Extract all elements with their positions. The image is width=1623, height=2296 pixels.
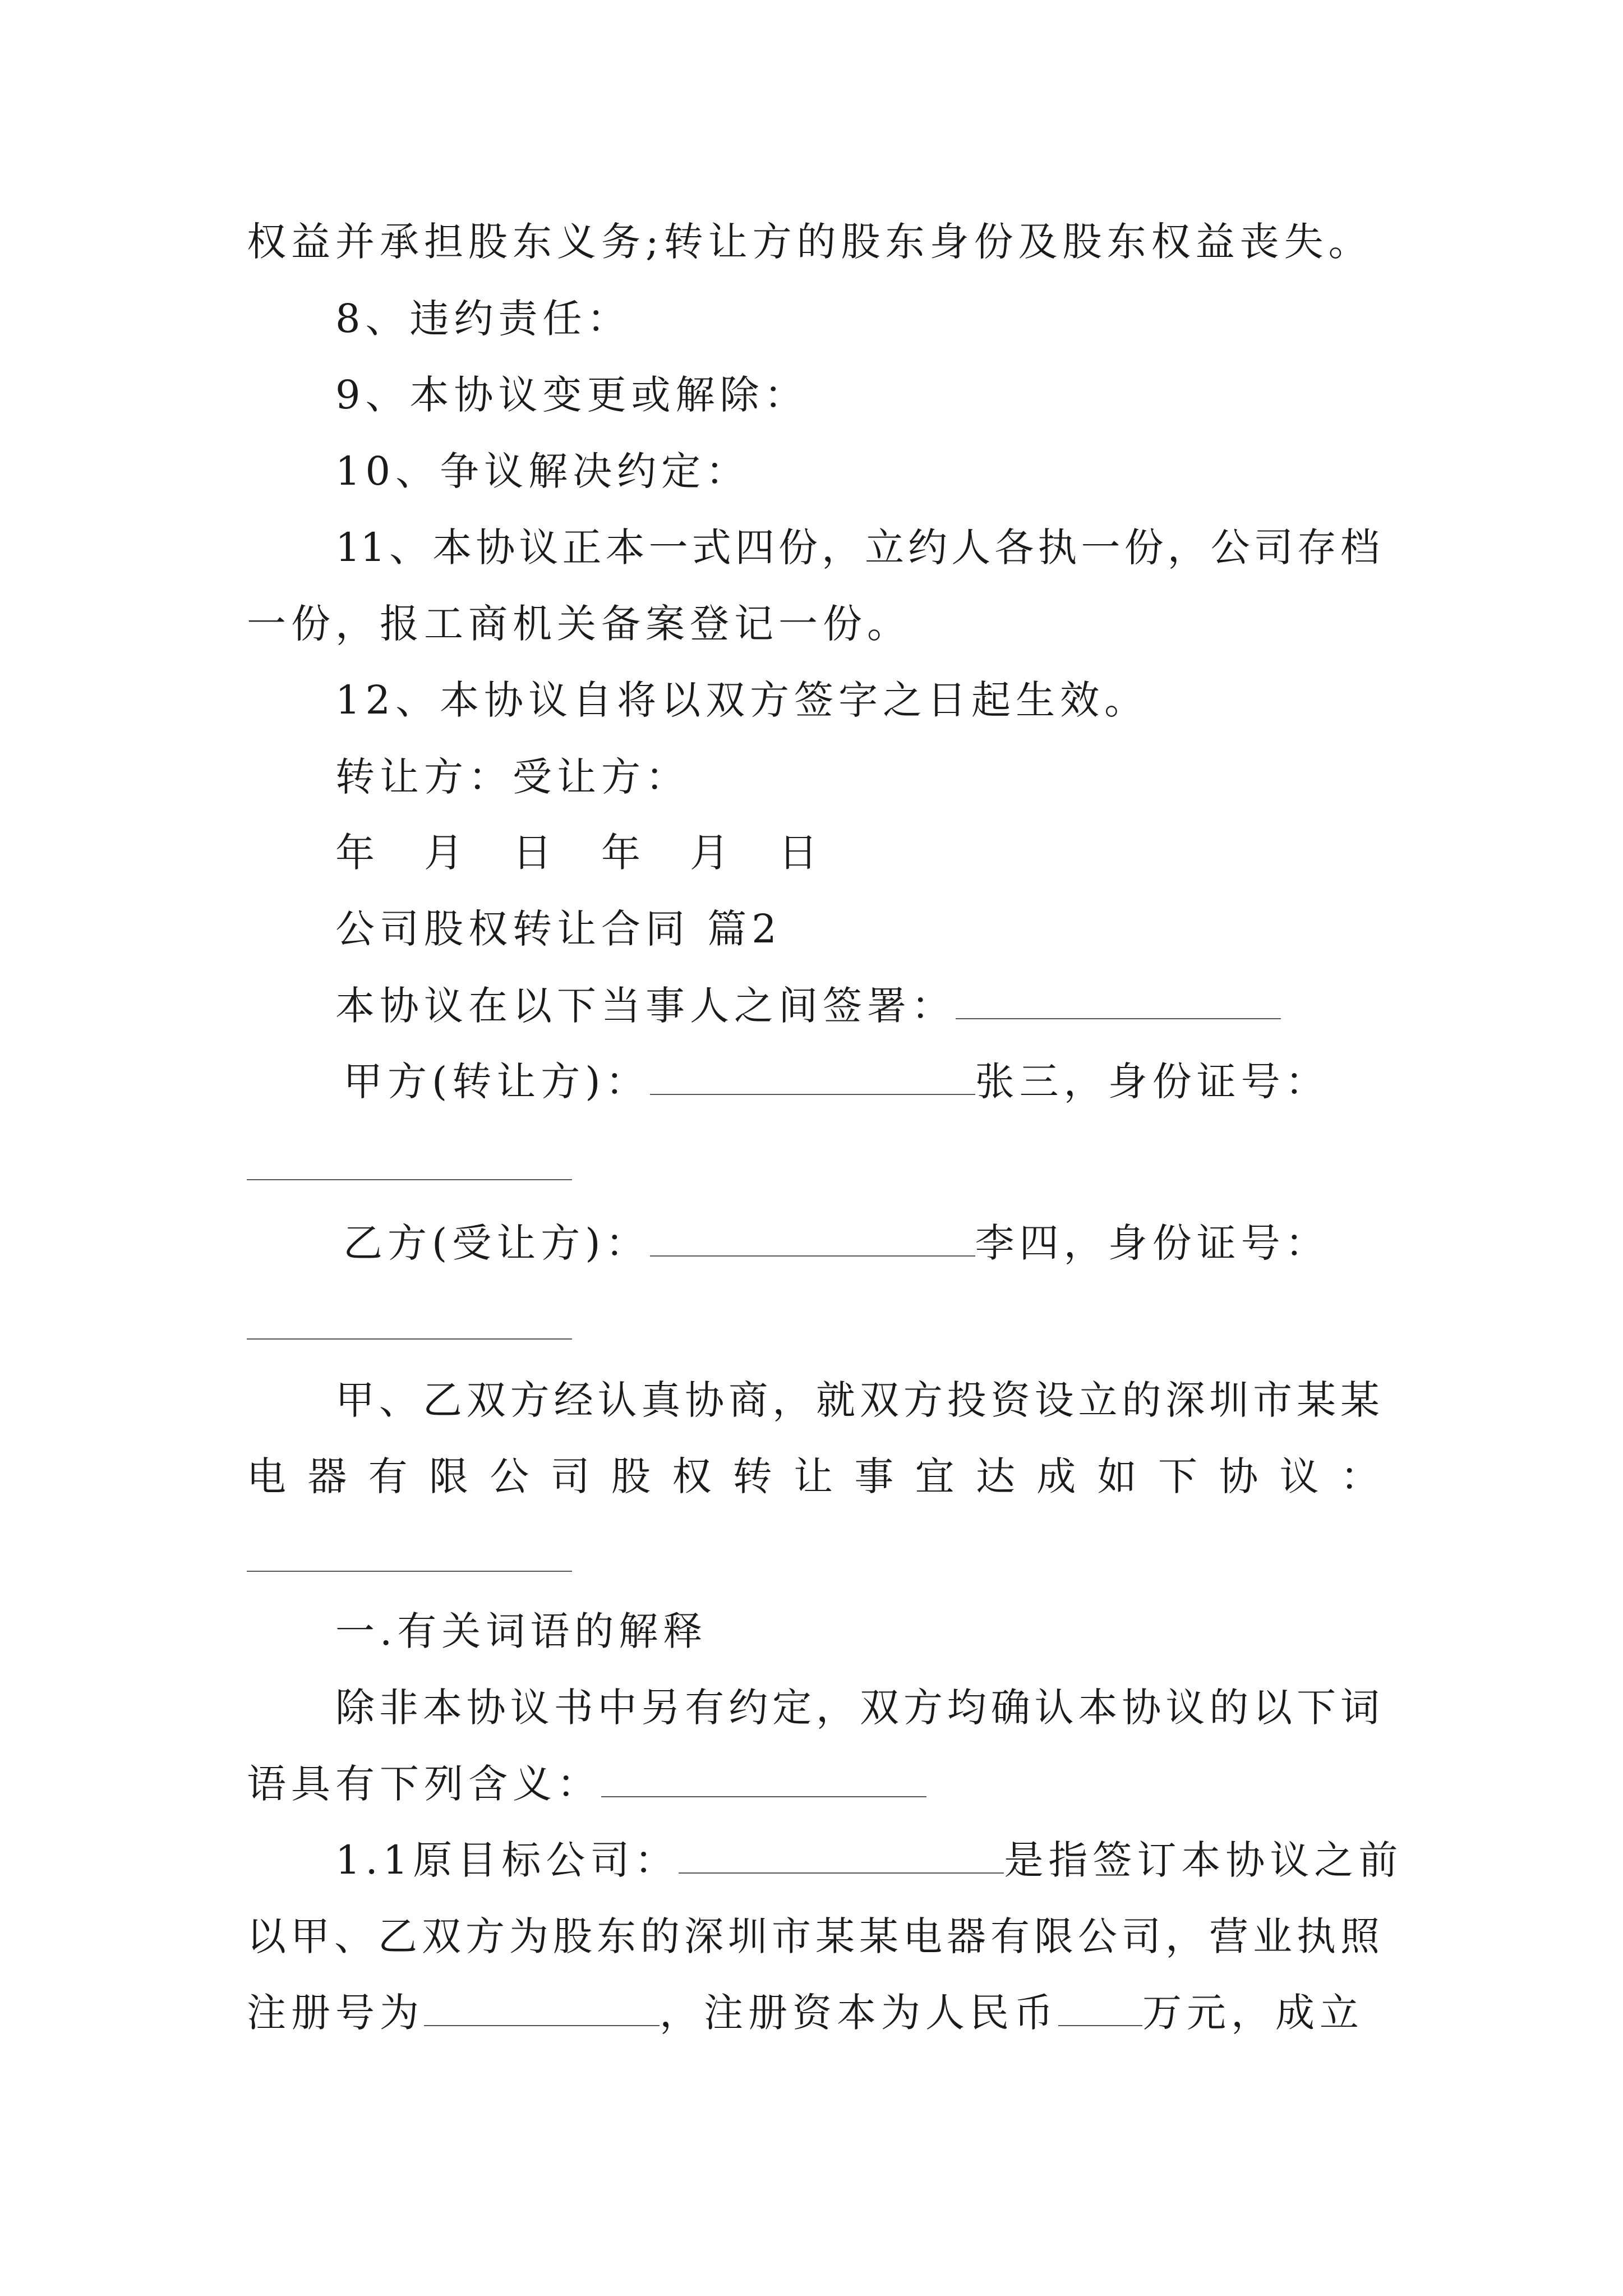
text-line: [247, 1986, 1380, 2040]
line-text: 语具有下列含义：: [247, 1761, 601, 1807]
fill-blank: [247, 1571, 572, 1572]
party-b-name: 李四，身份证号：: [975, 1220, 1330, 1266]
clause-9-heading: 9、本协议变更或解除：: [335, 372, 809, 418]
id-number-blank: [247, 1179, 572, 1180]
line-text: ，注册资本为人民币: [660, 1990, 1058, 2036]
definition-line: [335, 1833, 1403, 1887]
fill-blank: [424, 1988, 660, 2026]
signature-parties: 转让方：受让方：: [335, 754, 690, 800]
text-line: 以甲、乙双方为股东的深圳市某某电器有限公司，营业执照: [247, 1913, 1380, 1959]
id-number-blank: [247, 1338, 572, 1340]
fill-blank: [650, 1057, 975, 1095]
text-line: [247, 1757, 1380, 1811]
line-text: 万元，成立: [1142, 1990, 1364, 2036]
party-b-line: [343, 1216, 1387, 1270]
signature-dates: 年 月 日 年 月 日: [335, 830, 823, 876]
section-title: 公司股权转让合同 篇2: [335, 906, 782, 952]
fill-blank: [1058, 1988, 1142, 2026]
fill-blank: [679, 1835, 1004, 1874]
text-line: 一份，报工商机关备案登记一份。: [247, 601, 911, 647]
party-a-label: 甲方(转让方)：: [343, 1059, 650, 1105]
clause-11-line: 11、本协议正本一式四份，立约人各执一份，公司存档: [335, 524, 1380, 570]
text-line: 电器有限公司股权转让事宜达成如下协议：: [247, 1453, 1380, 1499]
clause-12-line: 12、本协议自将以双方签字之日起生效。: [335, 677, 1149, 723]
clause-8-heading: 8、违约责任：: [335, 296, 631, 342]
term-definition: 是指签订本协议之前: [1004, 1837, 1403, 1883]
term-label: 1.1原目标公司：: [335, 1837, 679, 1883]
fill-blank: [601, 1759, 926, 1797]
text-line: 甲、乙双方经认真协商，就双方投资设立的深圳市某某: [335, 1377, 1380, 1423]
party-a-line: [343, 1055, 1387, 1108]
text-line: 除非本协议书中另有约定，双方均确认本协议的以下词: [335, 1685, 1380, 1731]
party-a-name: 张三，身份证号：: [975, 1059, 1330, 1105]
signing-parties-line: [335, 979, 1380, 1033]
section-heading: 一.有关词语的解释: [335, 1608, 708, 1654]
text-line: 权益并承担股东义务;转让方的股东身份及股东权益丧失。: [247, 219, 1373, 265]
fill-blank: [650, 1218, 975, 1257]
line-text: 本协议在以下当事人之间签署：: [335, 983, 956, 1029]
line-text: 注册号为: [247, 1990, 424, 2036]
fill-blank: [956, 981, 1281, 1019]
clause-10-heading: 10、争议解决约定：: [335, 448, 750, 494]
party-b-label: 乙方(受让方)：: [343, 1220, 650, 1266]
